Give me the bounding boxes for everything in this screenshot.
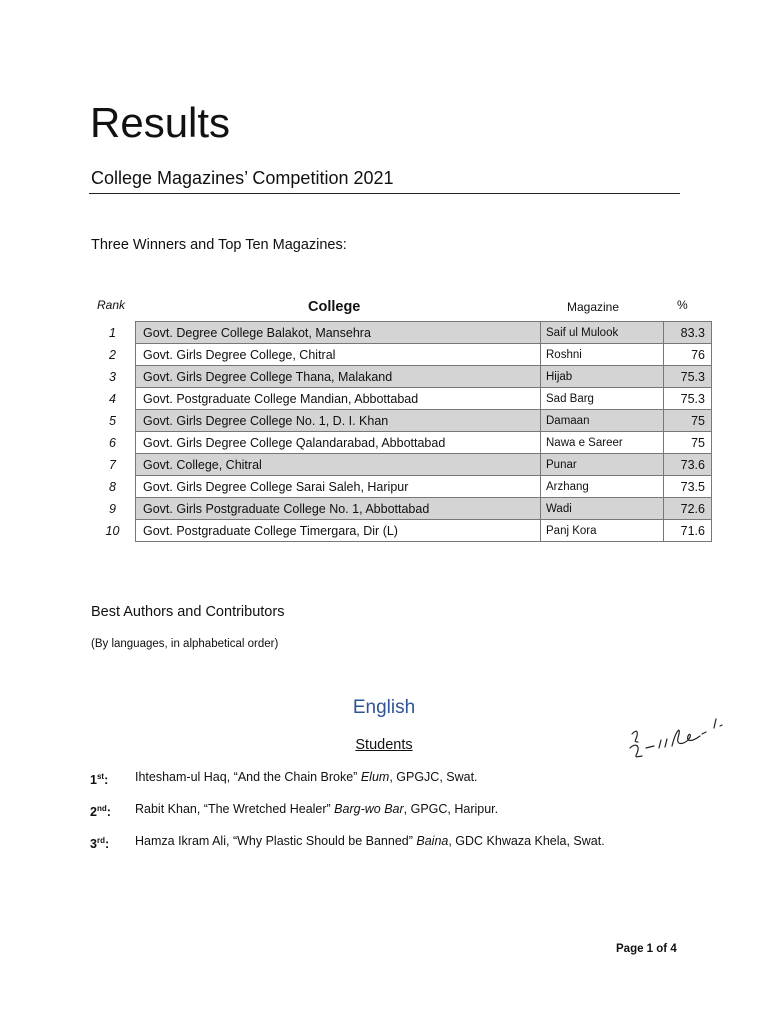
- magazine-cell: Wadi: [541, 498, 664, 520]
- rank-cell: 10: [105, 523, 120, 538]
- place-rank: 1st:: [90, 772, 109, 788]
- college-cell: Govt. Girls Degree College Sarai Saleh, Haripur: [136, 476, 541, 498]
- college-cell: Govt. Girls Degree College, Chitral: [136, 344, 541, 366]
- magazine-cell: Nawa e Sareer: [541, 432, 664, 454]
- percent-cell: 83.3: [664, 322, 712, 344]
- percent-cell: 72.6: [664, 498, 712, 520]
- title-underline: [89, 193, 680, 194]
- magazine-cell: Sad Barg: [541, 388, 664, 410]
- magazine-cell: Panj Kora: [541, 520, 664, 542]
- page-subtitle: College Magazines’ Competition 2021: [91, 168, 394, 188]
- magazine-cell: Punar: [541, 454, 664, 476]
- results-table: [90, 321, 712, 542]
- column-header-rank: Rank: [97, 298, 126, 312]
- magazine-cell: Arzhang: [541, 476, 664, 498]
- college-cell: Govt. Postgraduate College Timergara, Dir (L): [136, 520, 541, 542]
- section-heading: Three Winners and Top Ten Magazines:: [91, 237, 347, 253]
- percent-cell: 75: [664, 432, 712, 454]
- percent-cell: 73.6: [664, 454, 712, 476]
- college-cell: Govt. Girls Degree College Qalandarabad, Abbottabad: [136, 432, 541, 454]
- column-header-percent: %: [677, 298, 688, 312]
- handwritten-signature: [618, 700, 728, 770]
- percent-cell: 73.5: [664, 476, 712, 498]
- place-rank: 3rd:: [90, 836, 110, 852]
- magazine-cell: Roshni: [541, 344, 664, 366]
- place-rank: 2nd:: [90, 804, 111, 820]
- percent-cell: 71.6: [664, 520, 712, 542]
- page-title: Results: [90, 99, 231, 146]
- rank-cell: 8: [109, 479, 116, 494]
- table-row: [90, 366, 712, 388]
- college-cell: Govt. College, Chitral: [136, 454, 541, 476]
- place-entry: Hamza Ikram Ali, “Why Plastic Should be Banned” Baina, GDC Khwaza Khela, Swat.: [135, 834, 605, 848]
- rank-cell: 6: [109, 435, 116, 450]
- college-cell: Govt. Girls Postgraduate College No. 1, Abbottabad: [136, 498, 541, 520]
- college-cell: Govt. Girls Degree College No. 1, D. I. Khan: [136, 410, 541, 432]
- college-cell: Govt. Postgraduate College Mandian, Abbottabad: [136, 388, 541, 410]
- column-header-magazine: Magazine: [567, 300, 620, 314]
- percent-cell: 75.3: [664, 366, 712, 388]
- rank-cell: 5: [109, 413, 116, 428]
- authors-heading: Best Authors and Contributors: [91, 604, 285, 620]
- page-number: Page 1 of 4: [616, 943, 677, 955]
- rank-cell: 1: [109, 325, 116, 340]
- table-row: [90, 388, 712, 410]
- authors-note: (By languages, in alphabetical order): [91, 638, 279, 650]
- college-cell: Govt. Degree College Balakot, Mansehra: [136, 322, 541, 344]
- rank-cell: 3: [109, 369, 116, 384]
- language-heading: English: [352, 697, 416, 718]
- magazine-cell: Saif ul Mulook: [541, 322, 664, 344]
- table-row: [90, 498, 712, 520]
- percent-cell: 75.3: [664, 388, 712, 410]
- percent-cell: 76: [664, 344, 712, 366]
- place-entry: Rabit Khan, “The Wretched Healer” Barg-wo Bar, GPGC, Haripur.: [135, 802, 499, 816]
- rank-cell: 4: [109, 391, 116, 406]
- table-row: [90, 344, 712, 366]
- table-row: [90, 410, 712, 432]
- rank-cell: 9: [109, 501, 116, 516]
- column-header-college: College: [308, 299, 361, 315]
- table-row: [90, 520, 712, 542]
- college-cell: Govt. Girls Degree College Thana, Malakand: [136, 366, 541, 388]
- magazine-cell: Hijab: [541, 366, 664, 388]
- percent-cell: 75: [664, 410, 712, 432]
- table-row: [90, 476, 712, 498]
- rank-cell: 2: [109, 347, 116, 362]
- rank-cell: 7: [109, 457, 116, 472]
- category-heading: Students: [355, 737, 413, 753]
- place-entry: Ihtesham-ul Haq, “And the Chain Broke” Elum, GPGJC, Swat.: [135, 770, 478, 784]
- magazine-cell: Damaan: [541, 410, 664, 432]
- table-row: [90, 454, 712, 476]
- table-row: [90, 432, 712, 454]
- table-row: [90, 322, 712, 344]
